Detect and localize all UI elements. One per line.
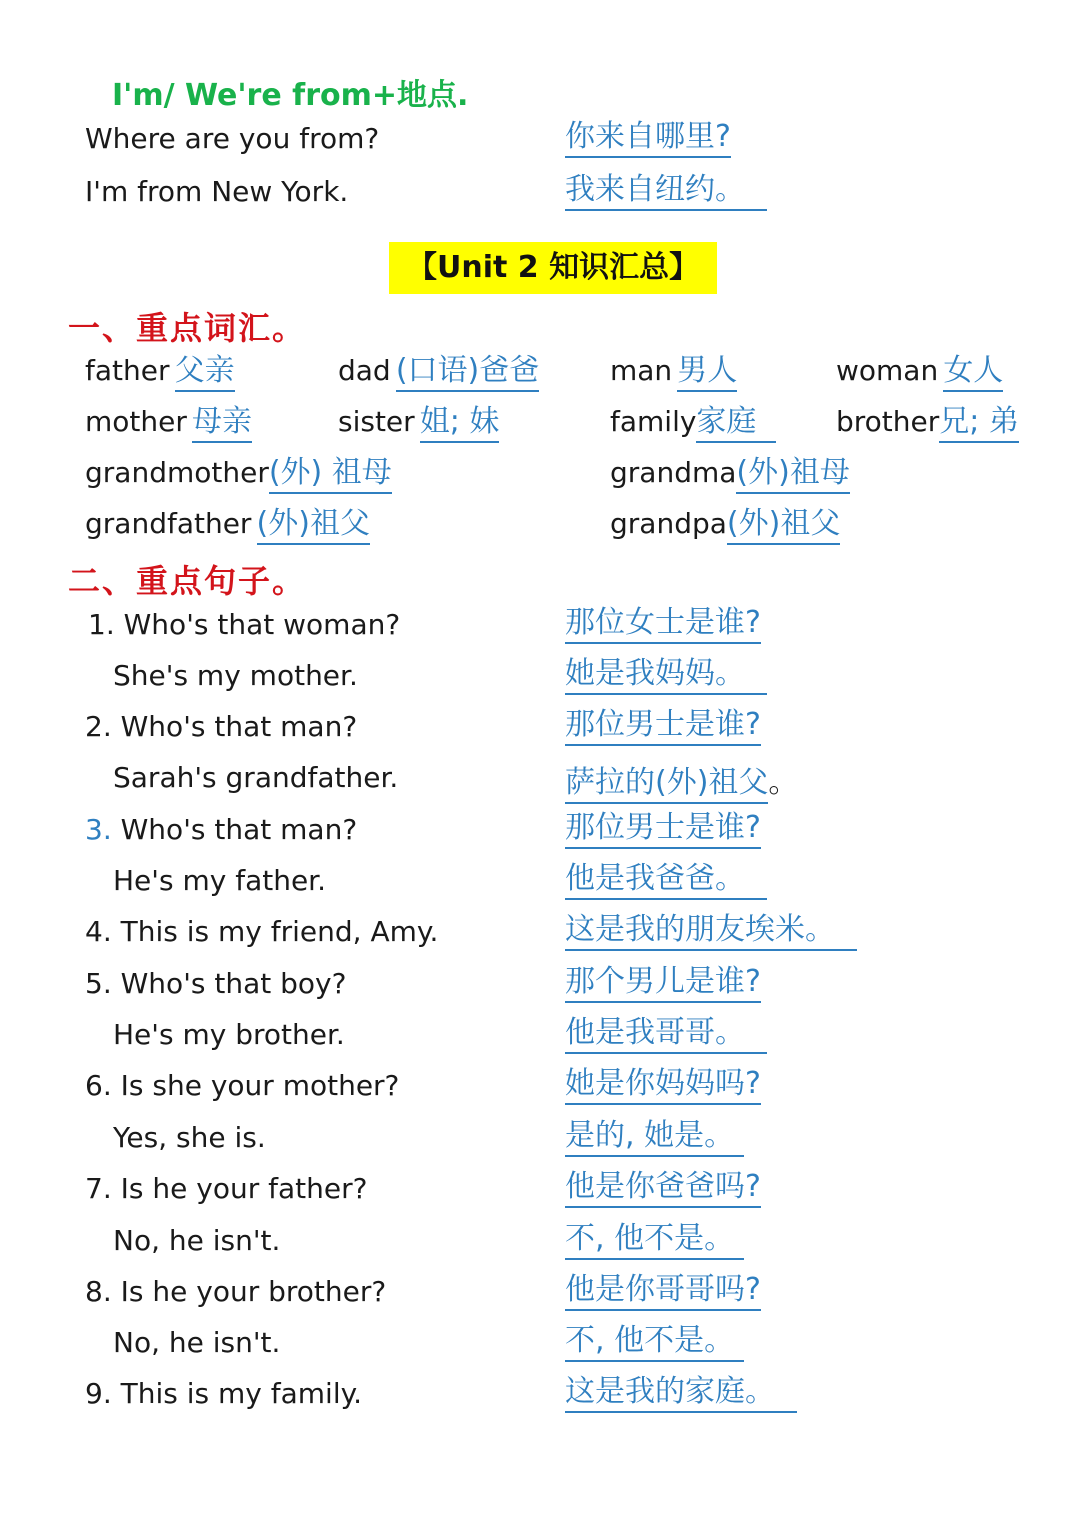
vocab-item bbox=[85, 403, 252, 443]
vocab-item bbox=[610, 352, 737, 392]
sentence-zh: 那个男儿是谁? bbox=[565, 963, 761, 1003]
vocab-en: grandma bbox=[610, 456, 737, 489]
sentence-en: 6. Is she your mother? bbox=[85, 1069, 400, 1102]
vocab-item bbox=[85, 352, 235, 392]
sentence-en: 4. This is my friend, Amy. bbox=[85, 915, 439, 948]
sentence-en: 3. Who's that man? bbox=[85, 813, 358, 846]
vocab-item bbox=[338, 403, 499, 443]
sentence-en: 9. This is my family. bbox=[85, 1377, 363, 1410]
sentence-en: She's my mother. bbox=[113, 659, 358, 692]
sentence-zh: 是的, 她是。 bbox=[565, 1117, 744, 1157]
sentence-en: Sarah's grandfather. bbox=[113, 761, 399, 794]
sentence-zh: 那位男士是谁? bbox=[565, 706, 761, 746]
vocab-en: brother bbox=[836, 405, 940, 438]
vocab-zh: (外)祖父 bbox=[257, 505, 370, 545]
sentence-en: 1. Who's that woman? bbox=[88, 608, 401, 641]
vocab-zh: (外)祖母 bbox=[736, 454, 849, 494]
sentence-zh: 她是我妈妈。 bbox=[565, 655, 767, 695]
sentence-zh: 那位男士是谁? bbox=[565, 809, 761, 849]
vocab-zh: 母亲 bbox=[192, 403, 252, 443]
vocab-zh: 兄; 弟 bbox=[939, 403, 1019, 443]
sentence-zh: 萨拉的(外)祖父。 bbox=[565, 757, 798, 804]
sentence-en: 7. Is he your father? bbox=[85, 1172, 368, 1205]
vocab-item bbox=[85, 454, 392, 494]
vocab-zh: 女人 bbox=[943, 352, 1003, 392]
sentence-en: 5. Who's that boy? bbox=[85, 967, 347, 1000]
vocab-item bbox=[836, 403, 1019, 443]
sentence-en: Yes, she is. bbox=[113, 1121, 266, 1154]
unit-heading: 【Unit 2 知识汇总】 bbox=[389, 242, 717, 294]
intro-answer-en: I'm from New York. bbox=[85, 175, 349, 208]
vocab-zh: 姐; 妹 bbox=[420, 403, 500, 443]
vocab-zh: 家庭 bbox=[696, 403, 776, 443]
vocab-en: sister bbox=[338, 405, 415, 438]
sentence-en: He's my father. bbox=[113, 864, 327, 897]
sentence-zh: 他是我哥哥。 bbox=[565, 1014, 767, 1054]
sentence-zh: 那位女士是谁? bbox=[565, 604, 761, 644]
vocab-zh: 男人 bbox=[677, 352, 737, 392]
vocab-zh: (外)祖父 bbox=[727, 505, 840, 545]
intro-question-zh: 你来自哪里? bbox=[565, 118, 731, 158]
vocab-item bbox=[610, 454, 850, 494]
vocab-en: grandfather bbox=[85, 507, 252, 540]
sentence-zh: 这是我的家庭。 bbox=[565, 1373, 797, 1413]
sentence-en: He's my brother. bbox=[113, 1018, 345, 1051]
sentence-zh: 不, 他不是。 bbox=[565, 1322, 744, 1362]
sentence-zh: 她是你妈妈吗? bbox=[565, 1065, 761, 1105]
sentence-en: 2. Who's that man? bbox=[85, 710, 358, 743]
sentence-zh: 他是你爸爸吗? bbox=[565, 1168, 761, 1208]
vocab-item bbox=[610, 505, 840, 545]
sentence-zh: 他是你哥哥吗? bbox=[565, 1271, 761, 1311]
vocab-item bbox=[338, 352, 539, 392]
vocab-en: man bbox=[610, 354, 673, 387]
vocab-zh: 父亲 bbox=[175, 352, 235, 392]
vocab-zh: (外) 祖母 bbox=[269, 454, 392, 494]
vocab-zh: (口语)爸爸 bbox=[396, 352, 539, 392]
sentences-section-title: 二、重点句子。 bbox=[68, 562, 307, 600]
vocab-item bbox=[85, 505, 370, 545]
sentence-en: No, he isn't. bbox=[113, 1224, 281, 1257]
sentence-zh: 这是我的朋友埃米。 bbox=[565, 911, 857, 951]
intro-answer-zh: 我来自纽约。 bbox=[565, 171, 767, 211]
sentence-en: 8. Is he your brother? bbox=[85, 1275, 387, 1308]
sentence-zh: 不, 他不是。 bbox=[565, 1220, 744, 1260]
vocab-en: woman bbox=[836, 354, 939, 387]
vocab-en: dad bbox=[338, 354, 391, 387]
vocab-item bbox=[610, 403, 776, 443]
vocab-en: mother bbox=[85, 405, 187, 438]
vocab-en: family bbox=[610, 405, 697, 438]
vocab-section-title: 一、重点词汇。 bbox=[68, 309, 307, 347]
vocab-en: grandmother bbox=[85, 456, 269, 489]
vocab-en: grandpa bbox=[610, 507, 727, 540]
vocab-item bbox=[836, 352, 1003, 392]
sentence-en: No, he isn't. bbox=[113, 1326, 281, 1359]
sentence-zh: 他是我爸爸。 bbox=[565, 860, 767, 900]
vocab-en: father bbox=[85, 354, 170, 387]
intro-question-en: Where are you from? bbox=[85, 122, 380, 155]
sentence-pattern: I'm/ We're from+地点. bbox=[112, 78, 469, 113]
